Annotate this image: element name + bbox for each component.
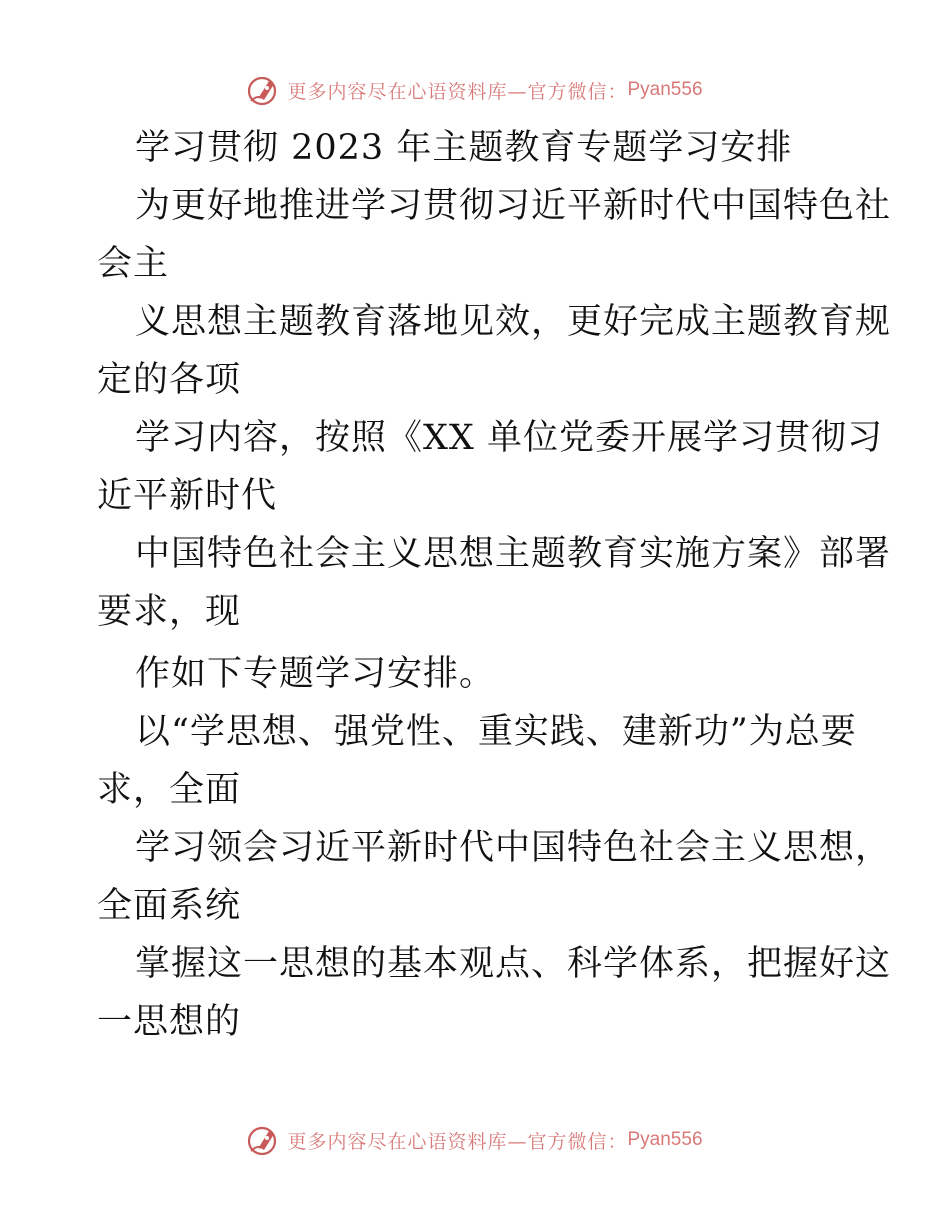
paragraph-line: 学习内容，按照《XX 单位党委开展学习贯彻习 <box>135 418 883 458</box>
wechat-id: Pyan556 <box>627 79 703 100</box>
paragraph-line: 作如下专题学习安排。 <box>135 654 496 694</box>
document-title: 学习贯彻 2023 年主题教育专题学习安排 <box>135 128 793 168</box>
paragraph-line: 定的各项 <box>97 360 242 400</box>
paragraph-line: 一思想的 <box>97 1002 242 1042</box>
paragraph-line: 求，全面 <box>97 770 242 810</box>
paragraph-line: 要求，现 <box>97 592 242 632</box>
banner-text: 更多内容尽在心语资料库—官方微信： <box>287 1130 628 1153</box>
paragraph-line: 掌握这一思想的基本观点、科学体系，把握好这 <box>135 944 892 984</box>
paragraph-line: 以“学思想、强党性、重实践、建新功”为总要 <box>135 712 857 752</box>
pen-nib-seal-icon <box>247 73 281 107</box>
paragraph-line: 义思想主题教育落地见效，更好完成主题教育规 <box>135 302 892 342</box>
paragraph-line: 会主 <box>97 244 170 284</box>
banner-text: 更多内容尽在心语资料库—官方微信： <box>287 80 628 103</box>
header-banner <box>0 68 950 112</box>
wechat-id: Pyan556 <box>627 1129 703 1150</box>
paragraph-line: 近平新时代 <box>97 476 278 516</box>
paragraph-line: 中国特色社会主义思想主题教育实施方案》部署 <box>135 534 892 574</box>
paragraph-line: 为更好地推进学习贯彻习近平新时代中国特色社 <box>135 186 892 226</box>
footer-banner <box>0 1118 950 1162</box>
pen-nib-seal-icon <box>247 1123 281 1157</box>
paragraph-line: 学习领会习近平新时代中国特色社会主义思想， <box>135 828 892 868</box>
paragraph-line: 全面系统 <box>97 886 242 926</box>
